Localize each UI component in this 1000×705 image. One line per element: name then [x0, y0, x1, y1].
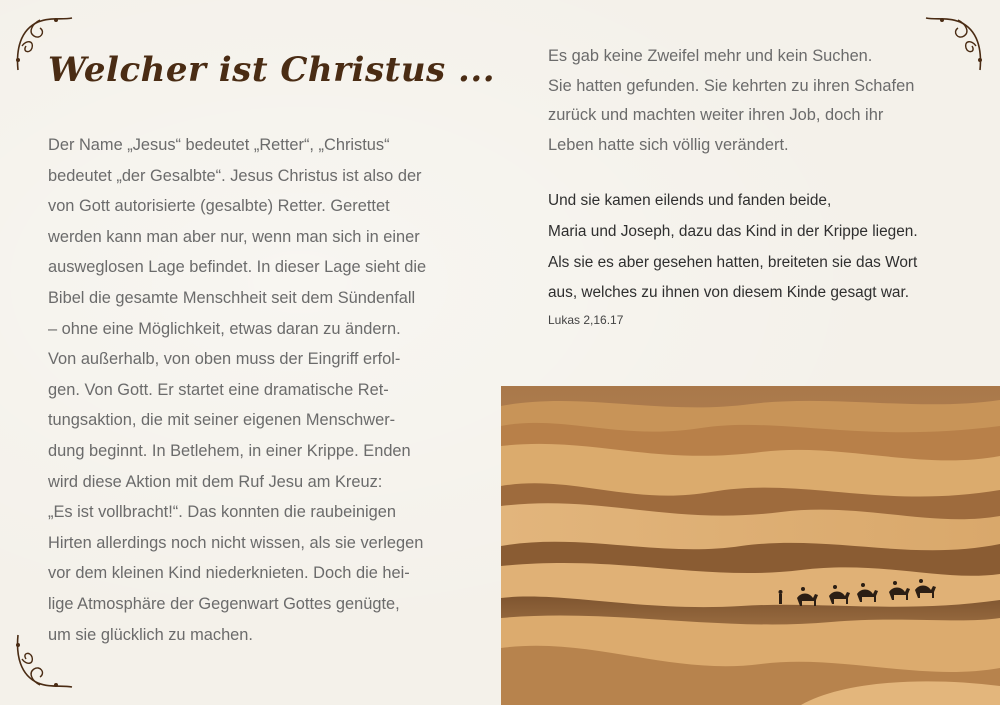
verse-line: Als sie es aber gesehen hatten, breiteten sie das Wort	[548, 253, 918, 271]
right-column	[548, 42, 968, 327]
left-column-text	[48, 130, 468, 650]
bible-verse	[548, 186, 968, 308]
text-line: wird diese Aktion mit dem Ruf Jesu am Kreuz:	[48, 472, 383, 491]
text-line: Leben hatte sich völlig verändert.	[548, 135, 789, 154]
text-line: vor dem kleinen Kind niederknieten. Doch die hei-	[48, 564, 410, 583]
text-line: Bibel die gesamte Menschheit seit dem Sündenfall	[48, 288, 416, 307]
text-line: gen. Von Gott. Er startet eine dramatische Ret-	[48, 380, 389, 399]
verse-line: Maria und Joseph, dazu das Kind in der Krippe liegen.	[548, 222, 918, 240]
verse-line: aus, welches zu ihnen von diesem Kinde gesagt war.	[548, 284, 910, 302]
verse-reference: Lukas 2,16.17	[548, 312, 624, 327]
desert-dunes-photo	[501, 386, 1000, 705]
text-line: Sie hatten gefunden. Sie kehrten zu ihren Schafen	[548, 76, 915, 95]
text-line: Von außerhalb, von oben muss der Eingriff erfol-	[48, 350, 401, 369]
text-line: Hirten allerdings noch nicht wissen, als sie verlegen	[48, 533, 424, 552]
text-line: zurück und machten weiter ihren Job, doch ihr	[548, 106, 884, 125]
text-line: „Es ist vollbracht!“. Das konnten die raubeinigen	[48, 503, 397, 522]
text-line: Der Name „Jesus“ bedeutet „Retter“, „Christus“	[48, 136, 390, 154]
text-line: von Gott autorisierte (gesalbte) Retter. Gerettet	[48, 197, 390, 216]
text-line: werden kann man aber nur, wenn man sich in einer	[48, 227, 420, 246]
text-line: dung beginnt. In Betlehem, in einer Krippe. Enden	[48, 441, 411, 460]
text-line: tungsaktion, die mit seiner eigenen Menschwer-	[48, 411, 396, 430]
text-line: lige Atmosphäre der Gegenwart Gottes genügte,	[48, 594, 400, 613]
text-line: – ohne eine Möglichkeit, etwas daran zu ändern.	[48, 319, 401, 338]
text-line: bedeutet „der Gesalbte“. Jesus Christus ist also der	[48, 166, 422, 185]
text-line: ausweglosen Lage befindet. In dieser Lage sieht die	[48, 258, 427, 277]
right-paragraph	[548, 42, 968, 160]
text-line: Es gab keine Zweifel mehr und kein Suchen.	[548, 47, 873, 65]
text-line: um sie glücklich zu machen.	[48, 625, 253, 644]
page-title: Welcher ist Christus ...	[48, 50, 496, 90]
verse-line: Und sie kamen eilends und fanden beide,	[548, 192, 832, 210]
